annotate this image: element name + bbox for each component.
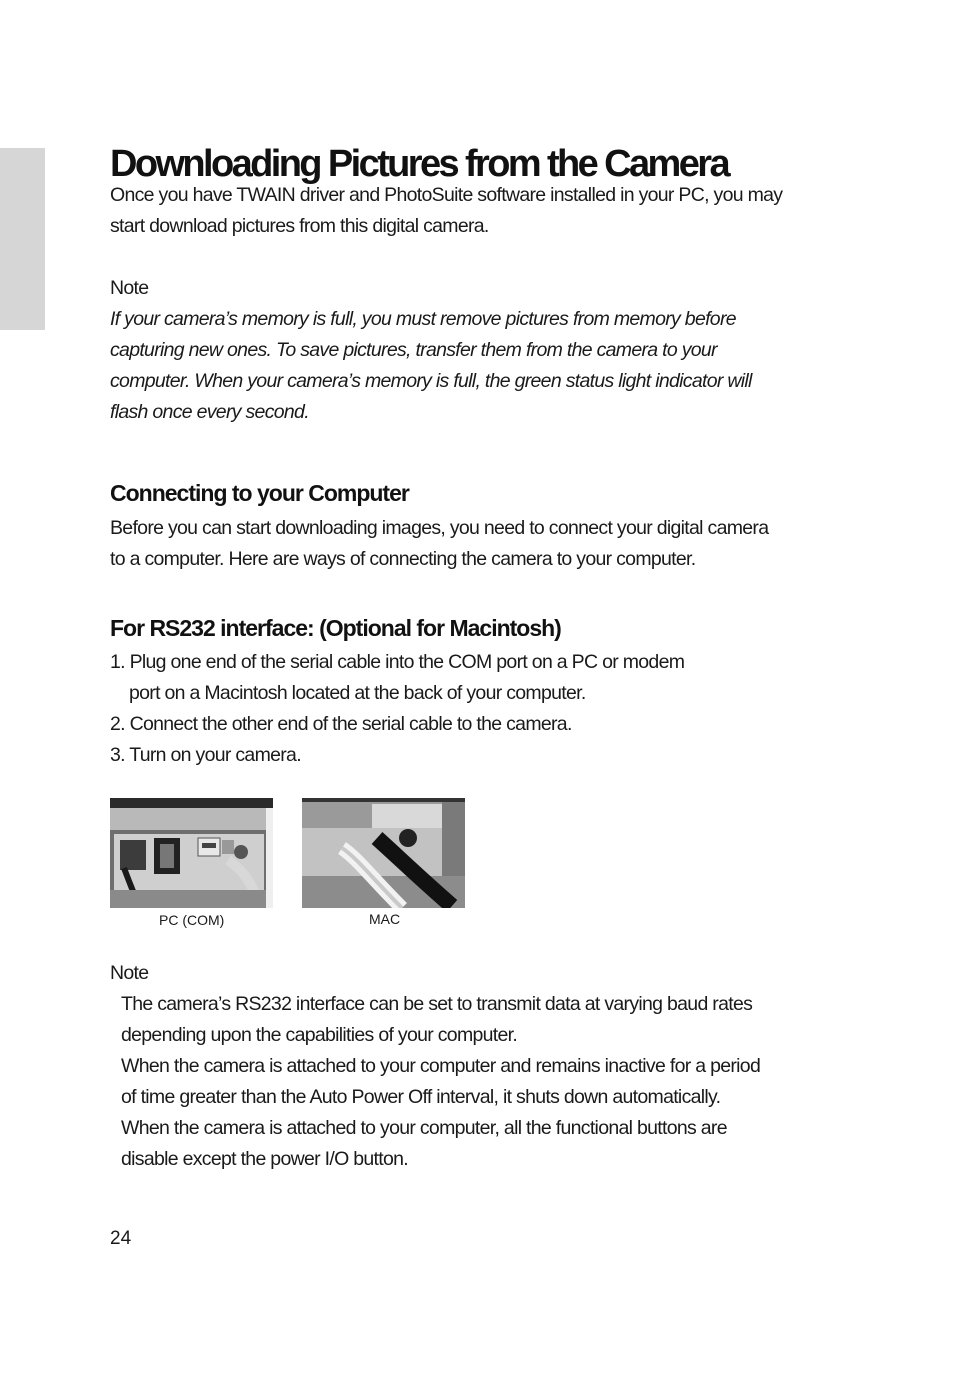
pc-com-port-photo xyxy=(110,798,273,908)
step-item-3: 3. Turn on your camera. xyxy=(110,744,301,766)
step-item-1: 1. Plug one end of the serial cable into the COM port on a PC or modem xyxy=(110,651,685,673)
intro-line: Once you have TWAIN driver and PhotoSuite software installed in your PC, you may xyxy=(110,184,783,206)
note-line: The camera’s RS232 interface can be set to transmit data at varying baud rates xyxy=(121,993,753,1015)
note-line: disable except the power I/O button. xyxy=(121,1148,408,1170)
note-line: flash once every second. xyxy=(110,401,309,423)
section-body-line: to a computer. Here are ways of connecting the camera to your computer. xyxy=(110,548,696,570)
note-line: When the camera is attached to your computer and remains inactive for a period xyxy=(121,1055,761,1077)
note-line: If your camera’s memory is full, you must remove pictures from memory before xyxy=(110,308,736,330)
pc-photo-caption: PC (COM) xyxy=(159,912,225,928)
section-heading-connecting: Connecting to your Computer xyxy=(110,480,409,506)
note-label: Note xyxy=(110,277,149,299)
page-title: Downloading Pictures from the Camera xyxy=(110,143,728,185)
step-item-1-continued: port on a Macintosh located at the back of your computer. xyxy=(129,682,586,704)
intro-line: start download pictures from this digital camera. xyxy=(110,215,489,237)
note-line: capturing new ones. To save pictures, transfer them from the camera to your xyxy=(110,339,717,361)
section-body-line: Before you can start downloading images, you need to connect your digital camera xyxy=(110,517,769,539)
note-line: depending upon the capabilities of your computer. xyxy=(121,1024,518,1046)
note-line: When the camera is attached to your computer, all the functional buttons are xyxy=(121,1117,727,1139)
note-line: computer. When your camera’s memory is full, the green status light indicator will xyxy=(110,370,752,392)
note-label: Note xyxy=(110,962,149,984)
section-heading-rs232: For RS232 interface: (Optional for Macintosh) xyxy=(110,615,561,641)
step-item-2: 2. Connect the other end of the serial cable to the camera. xyxy=(110,713,572,735)
chapter-side-tab xyxy=(0,148,45,330)
page-number: 24 xyxy=(110,1228,132,1249)
note-line: of time greater than the Auto Power Off interval, it shuts down automatically. xyxy=(121,1086,721,1108)
mac-photo-caption: MAC xyxy=(369,911,401,927)
mac-serial-port-photo xyxy=(302,798,465,908)
